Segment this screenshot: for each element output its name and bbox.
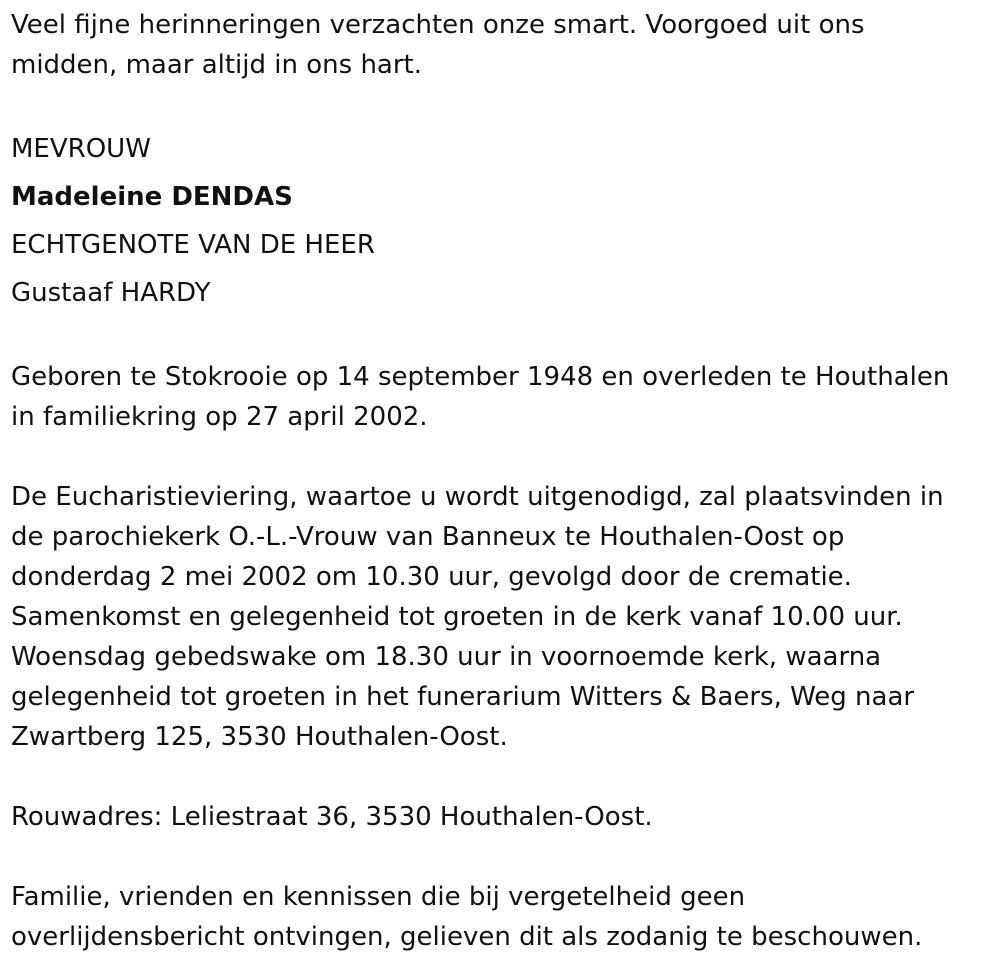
- text-line: Woensdag gebedswake om 18.30 uur in voornoemde kerk, waarna: [11, 642, 882, 672]
- birth-death-paragraph: [11, 357, 991, 437]
- text-line: Geboren te Stokrooie op 14 september 1948 en overleden te Houthalen: [11, 362, 950, 392]
- text-line: de parochiekerk O.-L.-Vrouw van Banneux te Houthalen-Oost op: [11, 522, 845, 552]
- closing-paragraph: [11, 877, 991, 957]
- mourning-address: Rouwadres: Leliestraat 36, 3530 Houthalen-Oost.: [11, 802, 653, 832]
- text-line: donderdag 2 mei 2002 om 10.30 uur, gevolgd door de crematie.: [11, 562, 852, 592]
- heading-block: [11, 125, 991, 317]
- text-line: Samenkomst en gelegenheid tot groeten in de kerk vanaf 10.00 uur.: [11, 602, 903, 632]
- text-line: Familie, vrienden en kennissen die bij vergetelheid geen: [11, 882, 746, 912]
- spouse-name: Gustaaf HARDY: [11, 278, 211, 308]
- intro-line: midden, maar altijd in ons hart.: [11, 50, 422, 80]
- intro-line: Veel fijne herinneringen verzachten onze smart. Voorgoed uit ons: [11, 10, 865, 40]
- text-line: overlijdensbericht ontvingen, gelieven dit als zodanig te beschouwen.: [11, 922, 923, 952]
- address-paragraph: [11, 797, 991, 837]
- ceremony-paragraph: [11, 477, 991, 757]
- relation-label: ECHTGENOTE VAN DE HEER: [11, 230, 375, 260]
- text-line: Zwartberg 125, 3530 Houthalen-Oost.: [11, 722, 508, 752]
- obituary-document: [11, 5, 991, 957]
- text-line: gelegenheid tot groeten in het funerarium Witters & Baers, Weg naar: [11, 682, 915, 712]
- deceased-name: Madeleine DENDAS: [11, 182, 293, 212]
- intro-paragraph: [11, 5, 991, 85]
- text-line: De Eucharistieviering, waartoe u wordt uitgenodigd, zal plaatsvinden in: [11, 482, 944, 512]
- text-line: in familiekring op 27 april 2002.: [11, 402, 428, 432]
- honorific: MEVROUW: [11, 134, 151, 164]
